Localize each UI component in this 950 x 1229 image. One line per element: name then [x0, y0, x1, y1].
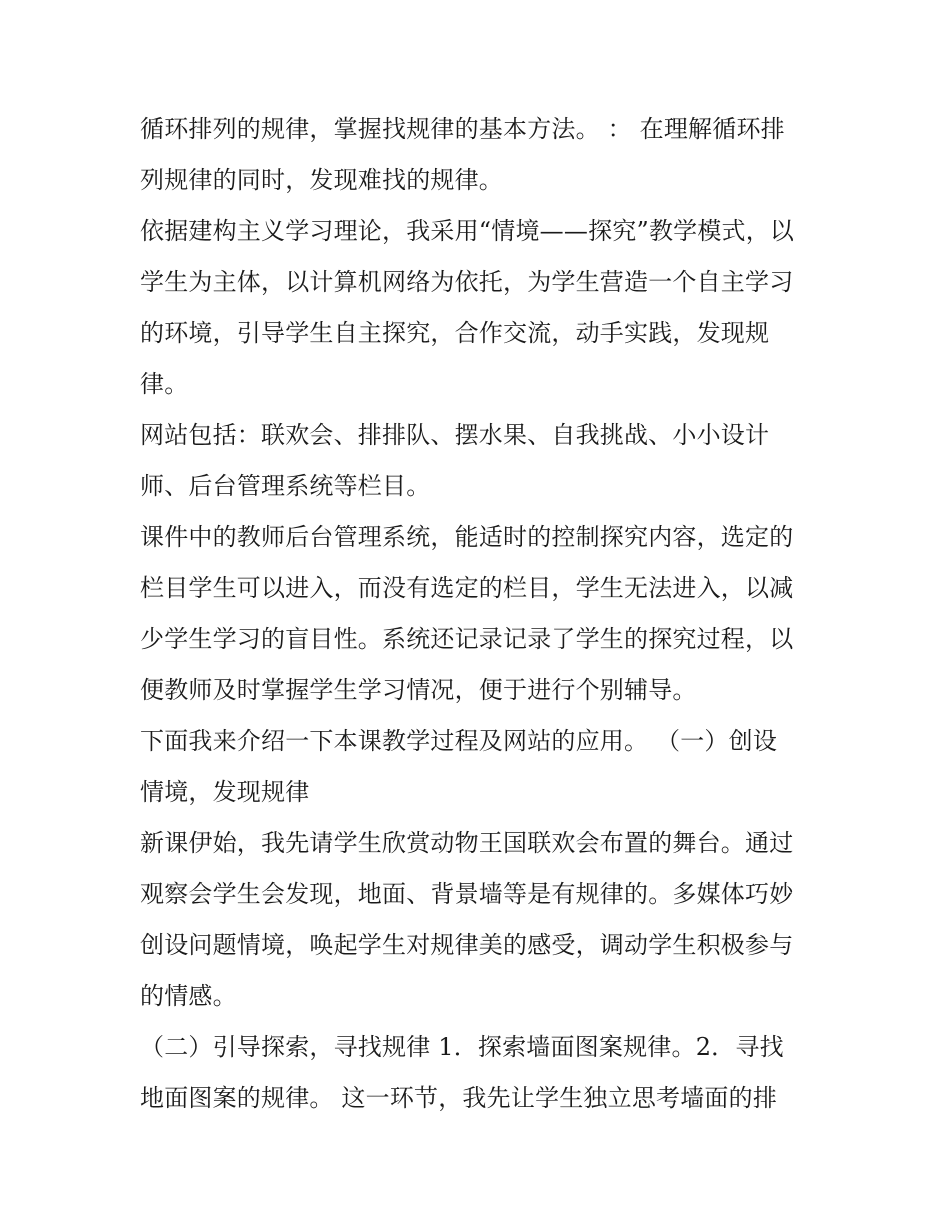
text-line: 学生为主体，以计算机网络为依托，为学生营造一个自主学习 — [140, 268, 794, 296]
text-line: 律。 — [140, 370, 189, 398]
text-line: （二）引导探索，寻找规律 1．探索墙面图案规律。2．寻找 — [140, 1033, 784, 1061]
text-line: 创设问题情境，唤起学生对规律美的感受，调动学生积极参与 — [140, 931, 794, 959]
text-line: 观察会学生会发现，地面、背景墙等是有规律的。多媒体巧妙 — [140, 880, 794, 908]
text-line: 循环排列的规律，掌握找规律的基本方法。 ： 在理解循环排 — [140, 115, 785, 143]
text-line: 师、后台管理系统等栏目。 — [140, 472, 431, 500]
text-line: 下面我来介绍一下本课教学过程及网站的应用。 （一）创设 — [140, 727, 778, 755]
text-line: 的环境，引导学生自主探究，合作交流，动手实践，发现规 — [140, 319, 770, 347]
text-line: 列规律的同时，发现难找的规律。 — [140, 166, 503, 194]
text-line: 便教师及时掌握学生学习情况，便于进行个别辅导。 — [140, 676, 697, 704]
text-line: 情境，发现规律 — [140, 778, 310, 806]
text-line: 网站包括：联欢会、排排队、摆水果、自我挑战、小小设计 — [140, 421, 770, 449]
document-body — [140, 104, 820, 1124]
text-line: 少学生学习的盲目性。系统还记录记录了学生的探究过程，以 — [140, 625, 794, 653]
text-line: 新课伊始，我先请学生欣赏动物王国联欢会布置的舞台。通过 — [140, 829, 794, 857]
text-line: 地面图案的规律。 这一环节，我先让学生独立思考墙面的排 — [140, 1084, 778, 1112]
text-line: 课件中的教师后台管理系统，能适时的控制探究内容，选定的 — [140, 523, 794, 551]
text-line: 依据建构主义学习理论，我采用“情境——探究”教学模式，以 — [140, 217, 795, 245]
text-line: 栏目学生可以进入，而没有选定的栏目，学生无法进入，以减 — [140, 574, 794, 602]
text-line: 的情感。 — [140, 982, 237, 1010]
